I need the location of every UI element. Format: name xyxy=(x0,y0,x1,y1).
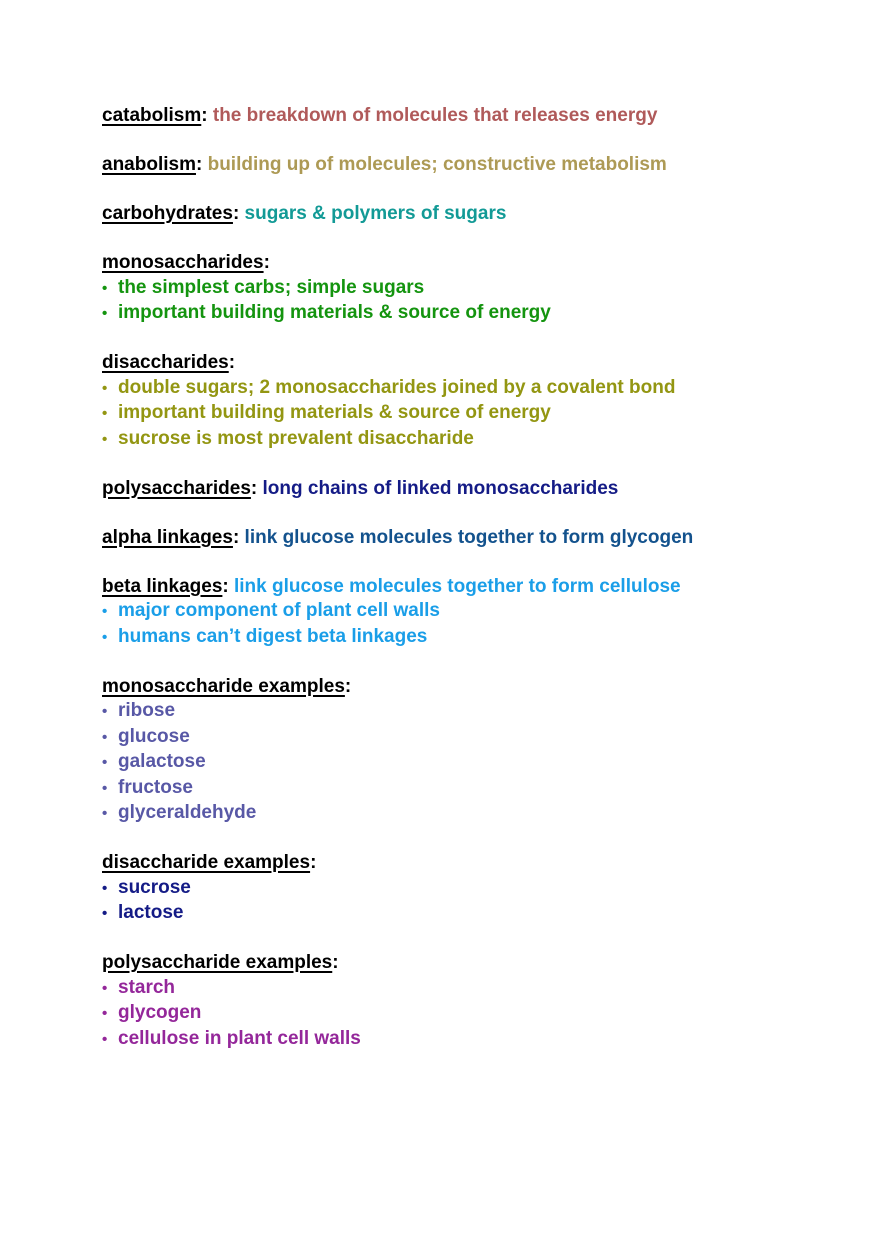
definition: sugars & polymers of sugars xyxy=(239,203,507,224)
definition: link glucose molecules together to form cellulose xyxy=(228,575,681,597)
section-beta-linkages xyxy=(102,575,862,651)
bullet-text: important building materials & source of energy xyxy=(118,302,551,323)
section-heading xyxy=(102,104,862,129)
bullet-dot-icon: • xyxy=(102,703,108,720)
definition: link glucose molecules together to form glycogen xyxy=(239,526,694,548)
bullet-text: starch xyxy=(118,976,176,998)
bullet-dot-icon: • xyxy=(102,779,108,797)
section-polysaccharides xyxy=(102,477,862,502)
bullet-dot-icon: • xyxy=(102,603,108,620)
term-colon: : xyxy=(232,526,240,548)
definition: the breakdown of molecules that releases energy xyxy=(207,105,658,126)
bullet-dot-icon: • xyxy=(102,305,108,322)
section-monosaccharide-examples xyxy=(102,675,862,827)
bullet-dot-icon: • xyxy=(102,430,108,448)
section-heading xyxy=(102,526,862,551)
bullet-item xyxy=(102,801,862,827)
term-colon: : xyxy=(222,575,229,597)
term-colon: : xyxy=(332,952,339,973)
term: anabolism xyxy=(102,154,196,175)
bullet-item xyxy=(102,625,862,651)
bullet-text: galactose xyxy=(118,751,206,772)
term: catabolism xyxy=(102,105,202,126)
bullet-dot-icon: • xyxy=(102,379,108,397)
term: carbohydrates xyxy=(102,203,233,224)
term: beta linkages xyxy=(102,575,223,597)
bullet-item xyxy=(102,699,862,725)
term: monosaccharide examples xyxy=(102,675,345,697)
section-heading xyxy=(102,477,862,502)
bullet-item xyxy=(102,276,862,302)
bullet-text: double sugars; 2 monosaccharides joined by a covalent bond xyxy=(118,376,676,398)
bullet-text: cellulose in plant cell walls xyxy=(118,1027,361,1049)
bullet-text: lactose xyxy=(118,902,184,923)
bullet-dot-icon: • xyxy=(102,805,108,822)
term: polysaccharides xyxy=(102,477,251,499)
term-colon: : xyxy=(195,154,203,175)
bullet-item xyxy=(102,725,862,751)
section-heading xyxy=(102,951,862,976)
bullet-item xyxy=(102,599,862,625)
section-alpha-linkages xyxy=(102,526,862,551)
bullet-text: ribose xyxy=(118,700,176,721)
bullet-dot-icon: • xyxy=(102,279,108,297)
section-monosaccharides xyxy=(102,251,862,327)
term-colon: : xyxy=(201,105,208,126)
section-carbohydrates xyxy=(102,202,862,227)
term: disaccharide examples xyxy=(102,852,311,873)
notes-page xyxy=(102,104,862,1077)
section-disaccharide-examples xyxy=(102,851,862,927)
bullet-item xyxy=(102,750,862,776)
term-colon: : xyxy=(232,203,240,224)
bullet-text: glycogen xyxy=(118,1002,202,1023)
bullet-dot-icon: • xyxy=(102,405,108,422)
bullet-item xyxy=(102,427,862,453)
section-catabolism xyxy=(102,104,862,129)
section-polysaccharide-examples xyxy=(102,951,862,1052)
term-colon: : xyxy=(250,477,258,499)
bullet-text: glyceraldehyde xyxy=(118,802,257,823)
bullet-text: major component of plant cell walls xyxy=(118,600,440,621)
bullet-item xyxy=(102,976,862,1002)
bullet-dot-icon: • xyxy=(102,754,108,771)
bullet-text: humans can’t digest beta linkages xyxy=(118,625,428,647)
bullet-text: fructose xyxy=(118,776,193,798)
bullet-item xyxy=(102,1027,862,1053)
section-heading xyxy=(102,351,862,376)
term-colon: : xyxy=(310,852,317,873)
bullet-dot-icon: • xyxy=(102,905,108,922)
section-heading xyxy=(102,153,862,178)
bullet-item xyxy=(102,401,862,427)
bullet-dot-icon: • xyxy=(102,1030,108,1048)
term-colon: : xyxy=(344,675,352,697)
term-colon: : xyxy=(228,352,236,373)
term: monosaccharides xyxy=(102,252,264,273)
bullet-dot-icon: • xyxy=(102,979,108,997)
bullet-item xyxy=(102,301,862,327)
section-anabolism xyxy=(102,153,862,178)
bullet-dot-icon: • xyxy=(102,879,108,897)
section-heading xyxy=(102,251,862,276)
bullet-text: the simplest carbs; simple sugars xyxy=(118,276,425,298)
bullet-dot-icon: • xyxy=(102,728,108,746)
bullet-item xyxy=(102,901,862,927)
term: alpha linkages xyxy=(102,526,233,548)
section-disaccharides xyxy=(102,351,862,452)
bullet-item xyxy=(102,1001,862,1027)
term: disaccharides xyxy=(102,352,229,373)
term: polysaccharide examples xyxy=(102,952,333,973)
section-heading xyxy=(102,851,862,876)
bullet-dot-icon: • xyxy=(102,628,108,646)
bullet-dot-icon: • xyxy=(102,1005,108,1022)
definition: long chains of linked monosaccharides xyxy=(257,477,619,499)
bullet-text: sucrose xyxy=(118,876,191,898)
section-heading xyxy=(102,675,862,700)
bullet-text: important building materials & source of energy xyxy=(118,402,551,423)
section-heading xyxy=(102,575,862,600)
bullet-item xyxy=(102,876,862,902)
bullet-text: glucose xyxy=(118,725,190,747)
term-colon: : xyxy=(263,252,270,273)
section-heading xyxy=(102,202,862,227)
bullet-item xyxy=(102,376,862,402)
bullet-item xyxy=(102,776,862,802)
definition: building up of molecules; constructive metabolism xyxy=(202,154,667,175)
bullet-text: sucrose is most prevalent disaccharide xyxy=(118,427,474,449)
